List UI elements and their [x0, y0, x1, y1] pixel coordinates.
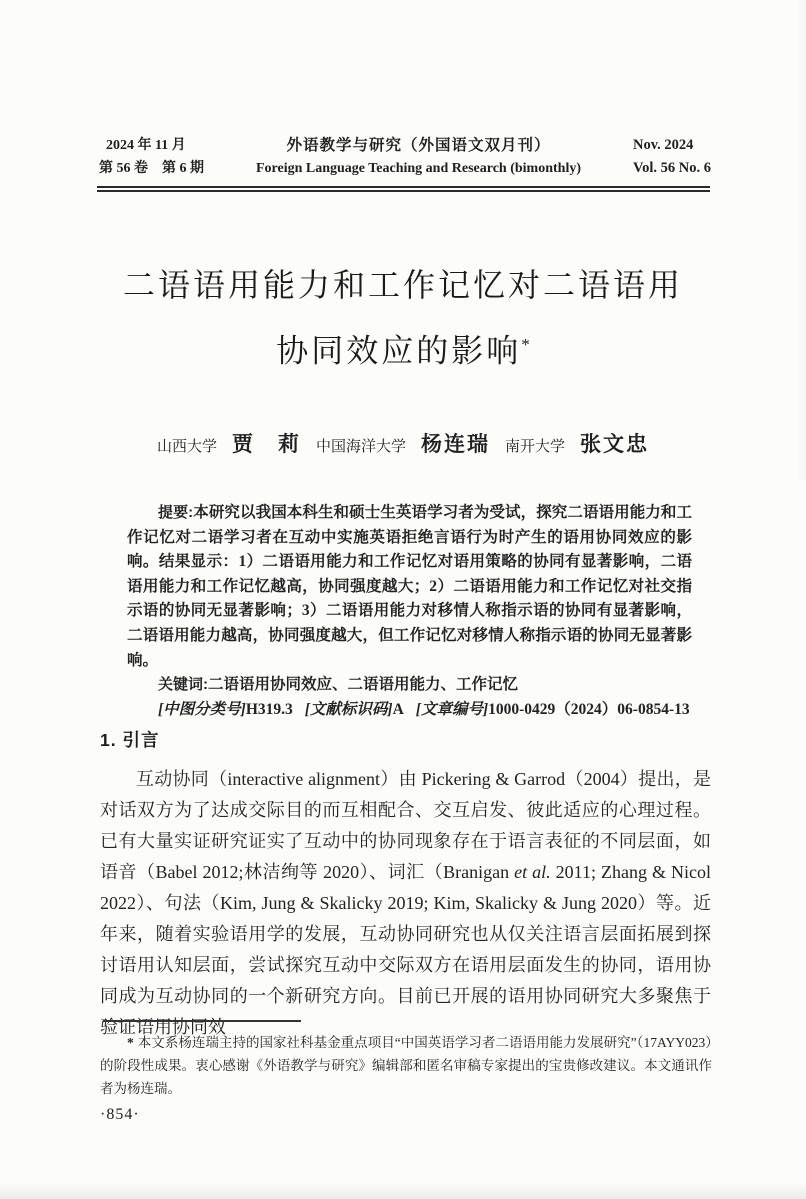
page-number: ·854·	[100, 1106, 140, 1123]
journal-header	[99, 134, 711, 180]
author-name: 张文忠	[580, 432, 650, 456]
header-double-rule	[97, 186, 710, 192]
author-affiliation: 南开大学	[505, 439, 566, 455]
intro-text-seg2: 2011; Zhang & Nicol 2022）、句法（Kim, Jung & Skalicky 2019; Kim, Skalicky & Jung 2020）等。近年来，随着实验语用学的发展，互动协同研究也从仅关注语言层面拓展到探讨语用认知层面，尝试探究互动中交际双方在语用层面发生的协同，语用协同成为互动协同的一个新研究方向。目前已开展的语用协同研究大多聚焦于验证语用协同效	[100, 862, 712, 1037]
abstract-label: 提要:	[158, 504, 194, 521]
journal-title-en: Foreign Language Teaching and Research (bimonthly)	[255, 161, 581, 176]
title-footnote-marker: *	[521, 335, 530, 354]
header-volume-en: Vol. 56 No. 6	[632, 160, 711, 176]
scan-bottom-shading	[0, 1183, 806, 1199]
classification-line	[127, 698, 692, 723]
header-volume-cn: 第 56 卷 第 6 期	[99, 161, 204, 176]
doc-code-label: [文献标识码]	[304, 700, 393, 718]
article-no-label: [文章编号]	[415, 700, 489, 718]
header-issue-block-cn	[99, 134, 204, 180]
abstract-block	[127, 501, 692, 722]
author-name: 杨连瑞	[421, 432, 490, 456]
header-date-en: Nov. 2024	[632, 137, 694, 153]
abstract-text: 本研究以我国本科生和硕士生英语学习者为受试，探究二语语用能力和工作记忆对二语学习者在互动中实施英语拒绝言语行为时产生的语用协同效应的影响。结果显示：1）二语语用能力和工作记忆对语用策略的协同有显著影响，二语语用能力和工作记忆越高，协同强度越大；2）二语语用能力和工作记忆对社交指示语的协同无显著影响；3）二语语用能力对移情人称指示语的协同有显著影响，二语语用能力越高，协同强度越大，但工作记忆对移情人称指示语的协同无显著影响。	[127, 504, 692, 669]
keywords-label: 关键词:	[158, 676, 208, 694]
scan-edge-shading	[796, 0, 806, 480]
section-heading-introduction: 1. 引言	[100, 730, 160, 750]
article-no-group	[416, 701, 690, 718]
keywords-text: 二语语用协同效应、二语语用能力、工作记忆	[208, 676, 519, 694]
author-affiliation: 中国海洋大学	[315, 439, 406, 455]
introduction-paragraph	[100, 764, 711, 1043]
etal-italic: et al.	[514, 862, 551, 882]
article-title-line1: 二语语用能力和工作记忆对二语语用	[122, 267, 683, 303]
doc-code-value: A	[392, 700, 404, 718]
abstract-paragraph	[127, 501, 692, 673]
authors-row	[0, 428, 806, 458]
clc-value: H319.3	[245, 700, 293, 718]
clc-group	[158, 701, 293, 718]
footnote	[100, 1031, 712, 1100]
clc-label: [中图分类号]	[158, 700, 246, 718]
keywords-line	[127, 673, 692, 698]
journal-title-block	[256, 134, 581, 180]
article-no-value: 1000-0429（2024）06-0854-13	[488, 700, 690, 718]
journal-title-cn: 外语教学与研究（外国语文双月刊）	[286, 137, 551, 154]
header-date-cn: 2024 年 11 月	[106, 138, 186, 153]
author-affiliation: 山西大学	[156, 439, 217, 455]
article-title-line2	[0, 315, 806, 381]
doc-code-group	[305, 701, 404, 718]
footnote-marker: *	[127, 1035, 134, 1050]
footnote-text: 本文系杨连瑞主持的国家社科基金重点项目“中国英语学习者二语语用能力发展研究”（17AYY023）的阶段性成果。衷心感谢《外语教学与研究》编辑部和匿名审稿专家提出的宝贵修改建议。本文通讯作者为杨连瑞。	[100, 1035, 712, 1096]
header-issue-block-en	[633, 134, 711, 180]
footnote-separator-rule	[103, 1020, 301, 1022]
article-title-line2-text: 协同效应的影响	[276, 332, 522, 369]
intro-text-seg1: 互动协同（interactive alignment）由 Pickering & Garrod（2004）提出，是对话双方为了达成交际目的而互相配合、交互启发、彼此适应的心理过程。已有大量实证研究证实了互动中的协同现象存在于语言表征的不同层面，如语音（Babel 2012;林洁绚等 2020）、词汇（Branigan	[100, 769, 711, 882]
article-title	[0, 256, 806, 381]
author-name: 贾 莉	[231, 432, 301, 456]
